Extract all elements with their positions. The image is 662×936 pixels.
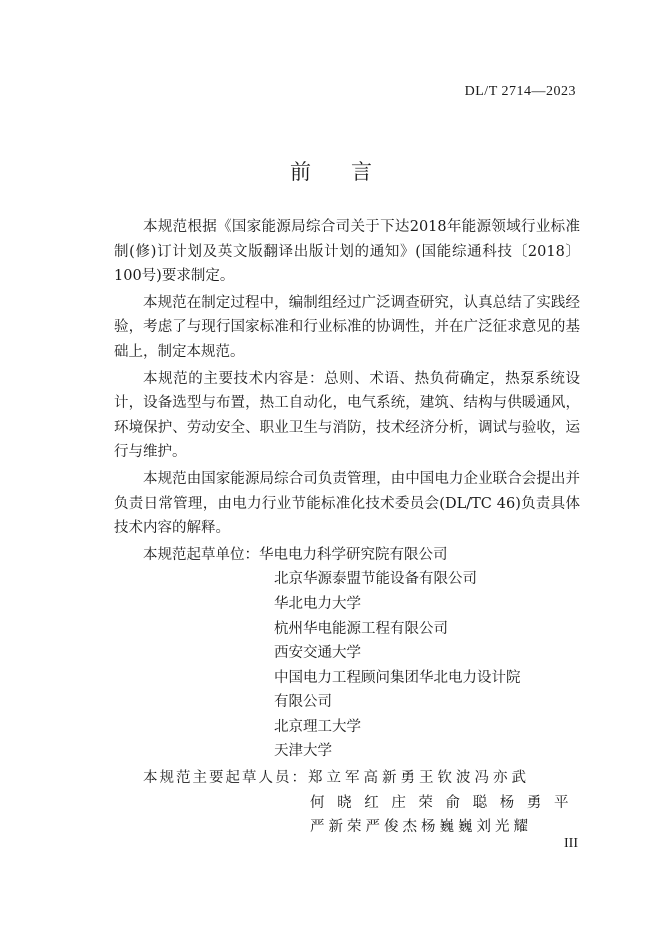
page-title: 前言: [290, 160, 412, 184]
standard-code: DL/T 2714—2023: [464, 84, 576, 99]
drafting-unit: 中国电力工程顾问集团华北电力设计院: [274, 669, 521, 686]
foreword-body: [114, 215, 580, 764]
main-drafters: [114, 766, 580, 840]
drafter-names-line: 何 晓 红 庄 荣 俞 聪 杨 勇 平: [310, 794, 573, 811]
drafting-units-label: 本规范起草单位：: [143, 546, 259, 563]
drafting-units: [114, 543, 580, 764]
paragraph-contents: 本规范的主要技术内容是：总则、术语、热负荷确定，热泵系统设计，设备选型与布置，热工自动化，电气系统，建筑、结构与供暖通风，环境保护、劳动安全、职业卫生与消防，技术经济分析，调试与验收，运行与维护。: [114, 370, 580, 461]
drafter-names-line: 严新荣严俊杰杨巍巍刘光耀: [310, 819, 532, 836]
drafting-unit: 西安交通大学: [274, 645, 361, 662]
main-drafters-label: 本规范主要起草人员：: [143, 770, 308, 786]
drafting-unit: 天津大学: [274, 743, 332, 760]
drafting-unit: 有限公司: [274, 694, 332, 711]
drafting-unit: 杭州华电能源工程有限公司: [274, 620, 448, 637]
paragraph-basis: 本规范根据《国家能源局综合司关于下达2018年能源领域行业标准制(修)订计划及英文版翻译出版计划的通知》(国能综通科技〔2018〕100号)要求制定。: [114, 219, 580, 285]
drafting-unit: 华北电力大学: [274, 595, 361, 612]
paragraph-management: 本规范由国家能源局综合司负责管理，由中国电力企业联合会提出并负责日常管理，由电力行业节能标准化技术委员会(DL/TC 46)负责具体技术内容的解释。: [114, 470, 580, 537]
drafting-unit: 北京华源泰盟节能设备有限公司: [274, 571, 477, 588]
drafting-unit: 华电电力科学研究院有限公司: [259, 546, 448, 563]
page-number: III: [564, 836, 578, 851]
drafting-unit: 北京理工大学: [274, 718, 361, 735]
drafter-names-line: 郑立军高新勇王钦波冯亦武: [308, 770, 530, 786]
paragraph-process: 本规范在制定过程中，编制组经过广泛调查研究，认真总结了实践经验，考虑了与现行国家标准和行业标准的协调性，并在广泛征求意见的基础上，制定本规范。: [114, 294, 580, 360]
